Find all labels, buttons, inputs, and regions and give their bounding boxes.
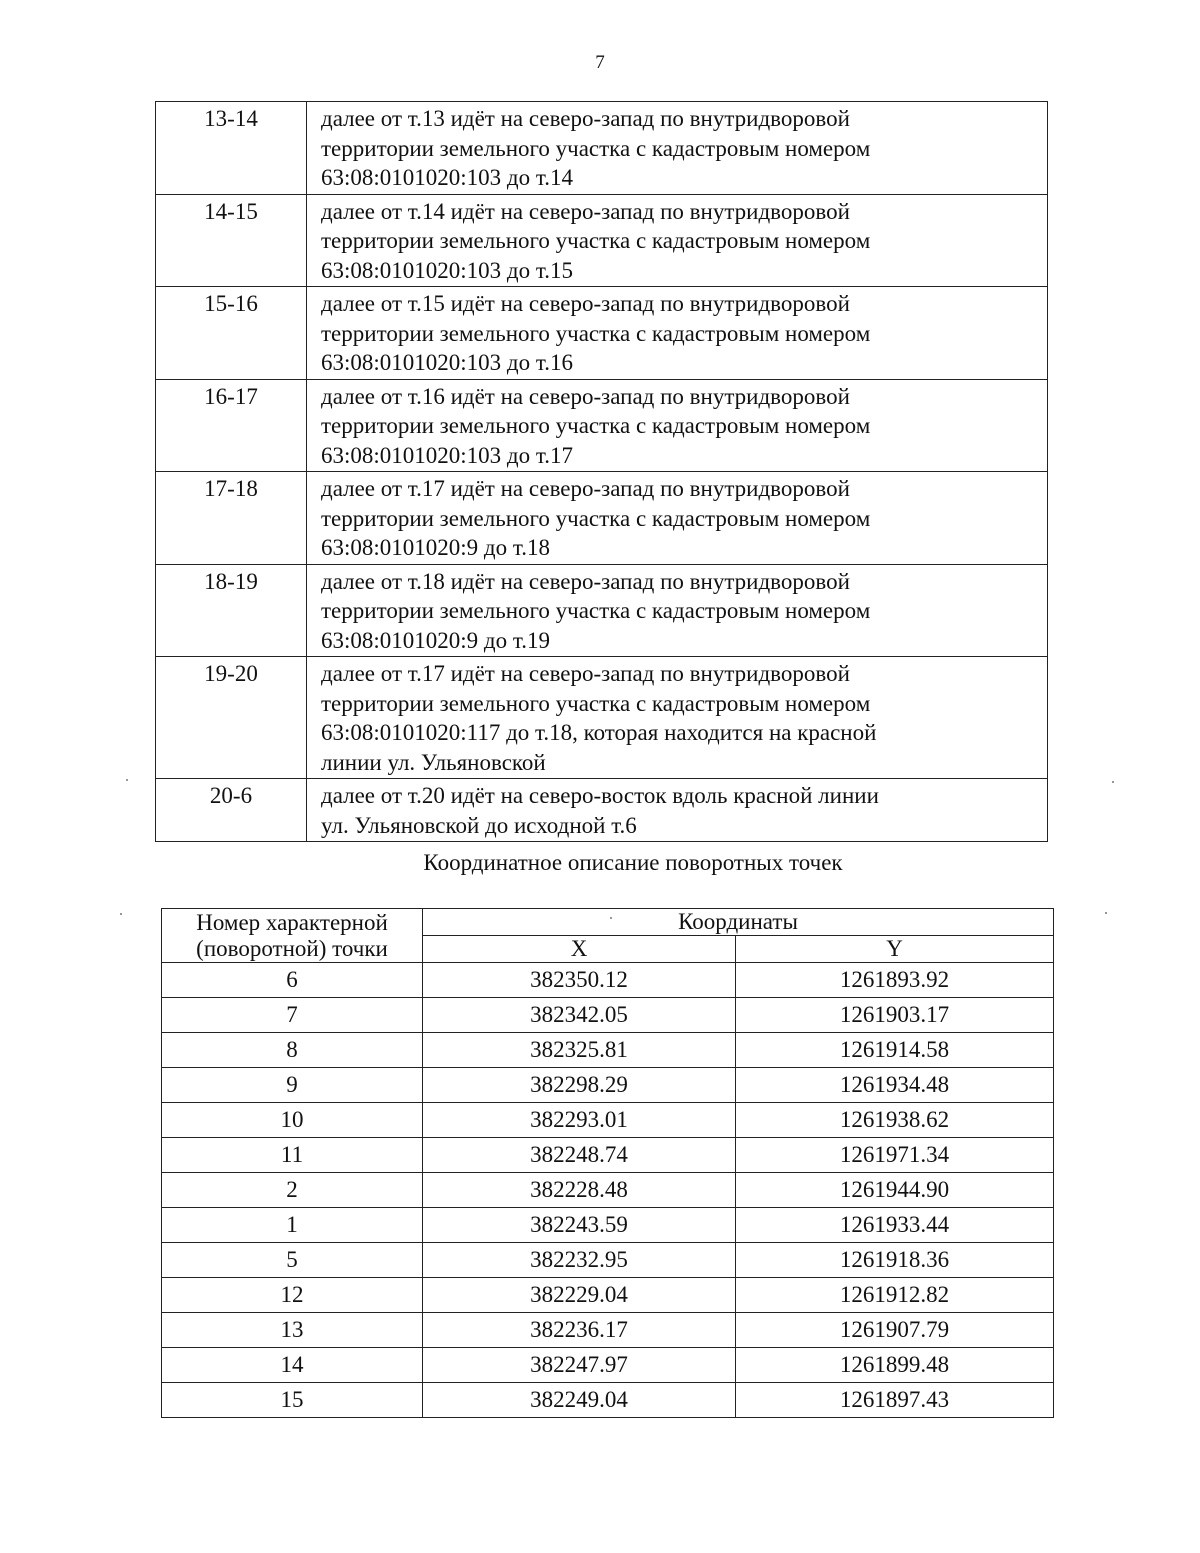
y-coordinate-cell: 1261897.43	[736, 1383, 1054, 1418]
page-number: 7	[595, 52, 605, 73]
y-coordinate-cell: 1261907.79	[736, 1313, 1054, 1348]
table-row	[162, 1383, 1054, 1418]
header-point-number: Номер характерной (поворотной) точки	[162, 909, 423, 963]
table-row	[162, 1313, 1054, 1348]
scan-speck	[1112, 781, 1114, 783]
segment-description: далее от т.17 идёт на северо-запад по внутридворовой территории земельного участка с кадастровым номером 63:08:0101020:9 до т.18	[307, 472, 1048, 565]
header-y: Y	[736, 936, 1054, 963]
point-number-cell: 7	[162, 998, 423, 1033]
point-number-cell: 12	[162, 1278, 423, 1313]
segment-row	[156, 779, 1048, 842]
x-coordinate-cell: 382236.17	[423, 1313, 736, 1348]
point-number-cell: 14	[162, 1348, 423, 1383]
table-row	[162, 1173, 1054, 1208]
scan-speck	[120, 913, 122, 915]
table-row	[162, 1033, 1054, 1068]
x-coordinate-cell: 382325.81	[423, 1033, 736, 1068]
point-number-cell: 1	[162, 1208, 423, 1243]
x-coordinate-cell: 382243.59	[423, 1208, 736, 1243]
segment-id: 13-14	[156, 102, 307, 195]
coordinates-table-body	[162, 963, 1054, 1418]
y-coordinate-cell: 1261893.92	[736, 963, 1054, 998]
segment-description: далее от т.20 идёт на северо-восток вдоль красной линии ул. Ульяновской до исходной т.6	[307, 779, 1048, 842]
segment-id: 16-17	[156, 379, 307, 472]
y-coordinate-cell: 1261934.48	[736, 1068, 1054, 1103]
segment-row	[156, 379, 1048, 472]
y-coordinate-cell: 1261912.82	[736, 1278, 1054, 1313]
y-coordinate-cell: 1261899.48	[736, 1348, 1054, 1383]
segment-description: далее от т.14 идёт на северо-запад по внутридворовой территории земельного участка с кадастровым номером 63:08:0101020:103 до т.15	[307, 194, 1048, 287]
x-coordinate-cell: 382248.74	[423, 1138, 736, 1173]
table-row	[162, 1243, 1054, 1278]
table-row	[162, 963, 1054, 998]
segment-row	[156, 657, 1048, 779]
point-number-cell: 6	[162, 963, 423, 998]
x-coordinate-cell: 382229.04	[423, 1278, 736, 1313]
point-number-cell: 2	[162, 1173, 423, 1208]
point-number-cell: 13	[162, 1313, 423, 1348]
y-coordinate-cell: 1261944.90	[736, 1173, 1054, 1208]
x-coordinate-cell: 382249.04	[423, 1383, 736, 1418]
point-number-cell: 8	[162, 1033, 423, 1068]
segment-description: далее от т.18 идёт на северо-запад по внутридворовой территории земельного участка с кадастровым номером 63:08:0101020:9 до т.19	[307, 564, 1048, 657]
x-coordinate-cell: 382228.48	[423, 1173, 736, 1208]
segment-id: 20-6	[156, 779, 307, 842]
segment-id: 14-15	[156, 194, 307, 287]
segment-row	[156, 287, 1048, 380]
x-coordinate-cell: 382293.01	[423, 1103, 736, 1138]
x-coordinate-cell: 382247.97	[423, 1348, 736, 1383]
segment-row	[156, 102, 1048, 195]
y-coordinate-cell: 1261903.17	[736, 998, 1054, 1033]
point-number-cell: 11	[162, 1138, 423, 1173]
y-coordinate-cell: 1261971.34	[736, 1138, 1054, 1173]
coordinates-section-title: Координатное описание поворотных точек	[423, 850, 843, 875]
segment-row	[156, 194, 1048, 287]
segment-row	[156, 472, 1048, 565]
x-coordinate-cell: 382298.29	[423, 1068, 736, 1103]
y-coordinate-cell: 1261918.36	[736, 1243, 1054, 1278]
y-coordinate-cell: 1261914.58	[736, 1033, 1054, 1068]
segment-description: далее от т.13 идёт на северо-запад по внутридворовой территории земельного участка с кадастровым номером 63:08:0101020:103 до т.14	[307, 102, 1048, 195]
segment-description: далее от т.17 идёт на северо-запад по внутридворовой территории земельного участка с кадастровым номером 63:08:0101020:117 до т.18, которая находится на красной линии ул. Ульяновской	[307, 657, 1048, 779]
point-number-cell: 15	[162, 1383, 423, 1418]
scan-speck	[610, 917, 612, 919]
segment-id: 17-18	[156, 472, 307, 565]
segment-id: 18-19	[156, 564, 307, 657]
x-coordinate-cell: 382342.05	[423, 998, 736, 1033]
y-coordinate-cell: 1261933.44	[736, 1208, 1054, 1243]
x-coordinate-cell: 382232.95	[423, 1243, 736, 1278]
boundary-description-table	[155, 101, 1048, 842]
header-x: X	[423, 936, 736, 963]
point-number-cell: 9	[162, 1068, 423, 1103]
table-row	[162, 1348, 1054, 1383]
segment-id: 15-16	[156, 287, 307, 380]
scan-speck	[126, 779, 128, 781]
table-row	[162, 998, 1054, 1033]
table-row	[162, 1103, 1054, 1138]
coordinates-table	[161, 908, 1054, 1418]
segment-description: далее от т.15 идёт на северо-запад по внутридворовой территории земельного участка с кадастровым номером 63:08:0101020:103 до т.16	[307, 287, 1048, 380]
boundary-segments-body	[156, 102, 1048, 842]
point-number-cell: 5	[162, 1243, 423, 1278]
segment-row	[156, 564, 1048, 657]
header-coordinates: Координаты	[423, 909, 1054, 936]
segment-description: далее от т.16 идёт на северо-запад по внутридворовой территории земельного участка с кадастровым номером 63:08:0101020:103 до т.17	[307, 379, 1048, 472]
table-row	[162, 1278, 1054, 1313]
x-coordinate-cell: 382350.12	[423, 963, 736, 998]
point-number-cell: 10	[162, 1103, 423, 1138]
table-row	[162, 1208, 1054, 1243]
y-coordinate-cell: 1261938.62	[736, 1103, 1054, 1138]
coordinates-table-header	[162, 909, 1054, 963]
scan-speck	[1105, 912, 1107, 914]
table-row	[162, 1068, 1054, 1103]
segment-id: 19-20	[156, 657, 307, 779]
table-row	[162, 1138, 1054, 1173]
